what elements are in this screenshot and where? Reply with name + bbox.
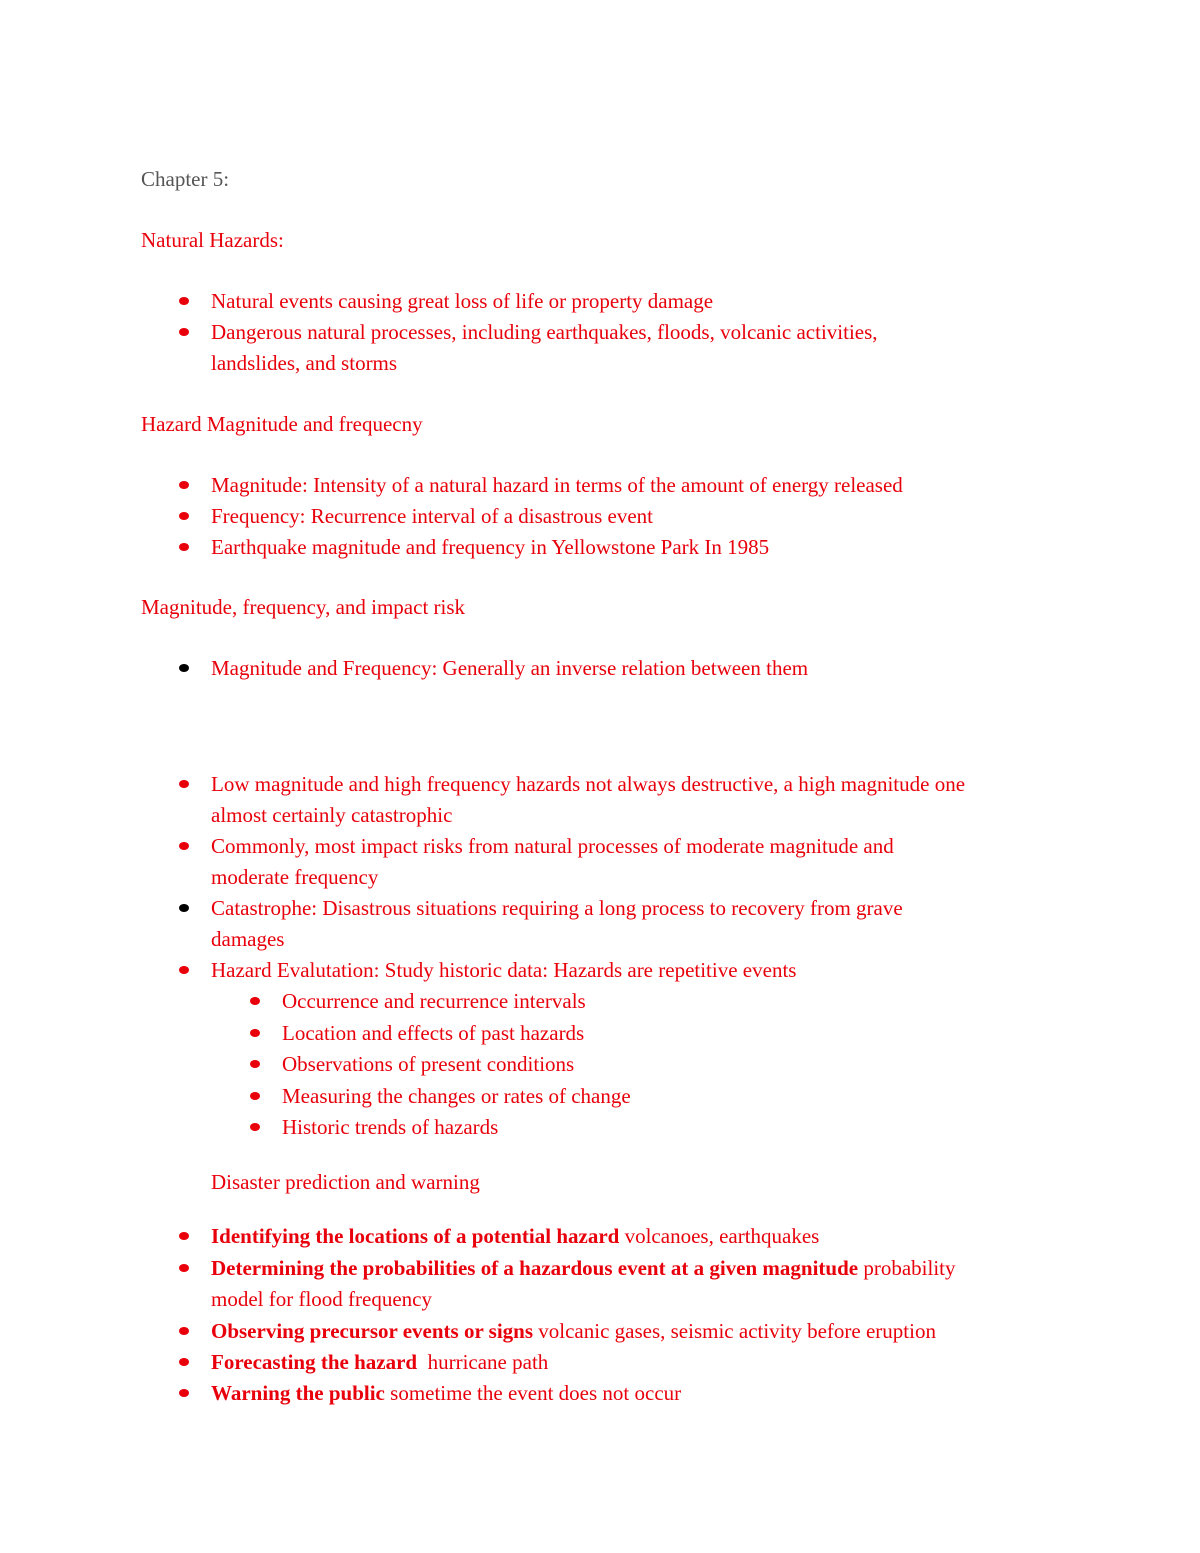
sub-list-item: Observations of present conditions	[282, 1052, 575, 1076]
list-item	[211, 1378, 681, 1409]
section-heading-impact-risk: Magnitude, frequency, and impact risk	[141, 595, 466, 619]
list-item: Earthquake magnitude and frequency in Yellowstone Park In 1985	[211, 535, 770, 559]
list-item	[211, 1253, 956, 1284]
list-item	[211, 1347, 548, 1378]
list-item	[211, 1316, 936, 1347]
bullet-icon	[179, 966, 189, 974]
list-item-continuation: moderate frequency	[211, 865, 379, 889]
bullet-icon	[179, 1358, 189, 1366]
list-item: Frequency: Recurrence interval of a disastrous event	[211, 504, 653, 528]
list-item: Dangerous natural processes, including earthquakes, floods, volcanic activities,	[211, 320, 878, 344]
sub-list-item: Measuring the changes or rates of change	[282, 1084, 631, 1108]
section-heading-natural-hazards: Natural Hazards:	[141, 228, 284, 252]
sub-list-item: Location and effects of past hazards	[282, 1021, 585, 1045]
list-item-continuation: almost certainly catastrophic	[211, 803, 453, 827]
bullet-icon	[179, 1389, 189, 1397]
list-item-bold: Identifying the locations of a potential hazard	[211, 1224, 620, 1248]
list-item-bold: Forecasting the hazard	[211, 1350, 418, 1374]
chapter-title: Chapter 5:	[141, 167, 230, 191]
bullet-icon	[179, 543, 189, 551]
list-item-continuation: landslides, and storms	[211, 351, 398, 375]
bullet-icon	[179, 297, 189, 305]
list-item: Magnitude: Intensity of a natural hazard in terms of the amount of energy released	[211, 473, 903, 497]
sub-bullet-icon	[250, 1060, 260, 1068]
list-item-rest: probability	[858, 1256, 956, 1280]
list-item: Low magnitude and high frequency hazards not always destructive, a high magnitude one	[211, 772, 966, 796]
list-item-rest: volcanic gases, seismic activity before eruption	[533, 1319, 936, 1343]
bullet-icon	[179, 842, 189, 850]
bullet-icon	[179, 904, 189, 912]
list-item: Catastrophe: Disastrous situations requiring a long process to recovery from grave	[211, 896, 903, 920]
list-item-bold: Observing precursor events or signs	[211, 1319, 534, 1343]
bullet-icon	[179, 1264, 189, 1272]
list-item: Commonly, most impact risks from natural processes of moderate magnitude and	[211, 834, 894, 858]
list-item-rest: volcanoes, earthquakes	[619, 1224, 820, 1248]
bullet-icon	[179, 780, 189, 788]
list-item: Natural events causing great loss of life or property damage	[211, 289, 714, 313]
section-heading-prediction: Disaster prediction and warning	[211, 1170, 480, 1194]
sub-bullet-icon	[250, 1029, 260, 1037]
sub-bullet-icon	[250, 997, 260, 1005]
list-item-bold: Warning the public	[211, 1381, 385, 1405]
bullet-icon	[179, 1327, 189, 1335]
bullet-icon	[179, 1232, 189, 1240]
list-item: Hazard Evalutation: Study historic data: Hazards are repetitive events	[211, 958, 797, 982]
bullet-icon	[179, 664, 189, 672]
list-item	[211, 1221, 819, 1252]
sub-bullet-icon	[250, 1092, 260, 1100]
list-item-rest: hurricane path	[417, 1350, 549, 1374]
bullet-icon	[179, 481, 189, 489]
list-item-bold: Determining the probabilities of a hazardous event at a given magnitude	[211, 1256, 859, 1280]
sub-list-item: Occurrence and recurrence intervals	[282, 989, 586, 1013]
list-item-continuation: damages	[211, 927, 285, 951]
list-item-continuation: model for flood frequency	[211, 1287, 433, 1311]
sub-bullet-icon	[250, 1123, 260, 1131]
section-heading-magnitude-frequency: Hazard Magnitude and frequecny	[141, 412, 423, 436]
bullet-icon	[179, 512, 189, 520]
bullet-icon	[179, 328, 189, 336]
sub-list-item: Historic trends of hazards	[282, 1115, 499, 1139]
list-item: Magnitude and Frequency: Generally an inverse relation between them	[211, 656, 809, 680]
list-item-rest: sometime the event does not occur	[384, 1381, 682, 1405]
